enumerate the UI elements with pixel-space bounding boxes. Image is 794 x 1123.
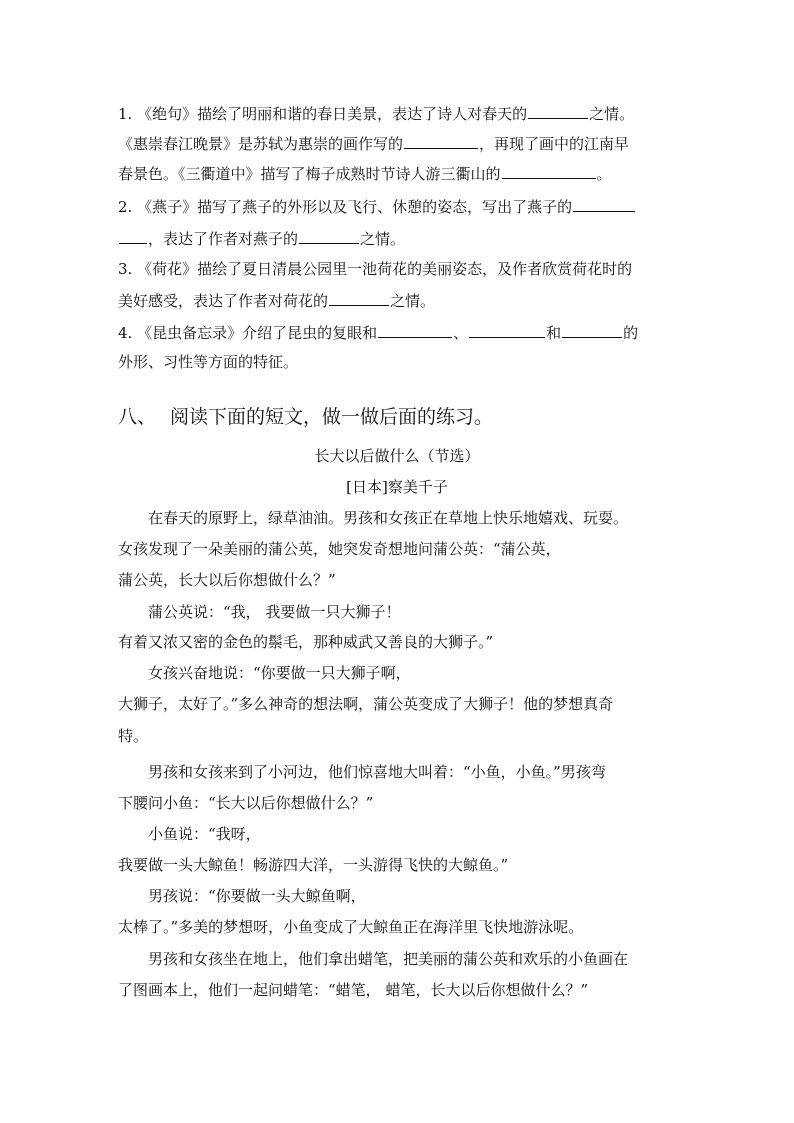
q7-text: 之情。 (589, 105, 635, 123)
article-paragraph-line: 蒲公英，长大以后你想做什么？” (118, 571, 336, 589)
q7-text: 1. 《绝句》描绘了明丽和谐的春日美景，表达了诗人对春天的 (118, 105, 528, 123)
article-paragraph-line: 大狮子，太好了。”多么神奇的想法啊，蒲公英变成了大狮子！他的梦想真奇 (118, 695, 614, 713)
answer-blank[interactable] (299, 228, 359, 244)
q7-text: 《惠崇春江晚景》是苏轼为惠崇的画作写的 (118, 135, 404, 153)
q7-item-1-line (118, 133, 678, 154)
answer-blank[interactable] (378, 322, 452, 338)
q7-text: 春景色。《三衢道中》描写了梅子成熟时节诗人游三衢山的 (118, 165, 501, 183)
q7-text: 2. 《燕子》描写了燕子的外形以及飞行、休憩的姿态，写出了燕子的 (118, 198, 573, 216)
article-paragraph-line: 女孩兴奋地说：“你要做一只大狮子啊， (148, 664, 411, 682)
q7-text: 之情。 (390, 292, 436, 310)
answer-blank[interactable] (528, 103, 588, 119)
article-author: [日本]察美千子 (346, 478, 448, 496)
q7-item-4-line (118, 352, 678, 372)
answer-blank[interactable] (404, 133, 478, 149)
q7-text: 的 (623, 324, 639, 342)
section-number: 八、 (118, 406, 157, 428)
answer-blank[interactable] (502, 163, 596, 179)
article-paragraph-line: 男孩和女孩来到了小河边，他们惊喜地大叫着：“小鱼，小鱼。”男孩弯 (148, 763, 606, 781)
q7-text: 、 (453, 324, 469, 342)
article-paragraph-line: 我要做一头大鲸鱼！畅游四大洋，一头游得飞快的大鲸鱼。” (118, 856, 509, 874)
article-paragraph-line: 在春天的原野上，绿草油油。男孩和女孩正在草地上快乐地嬉戏、玩耍。 (148, 509, 629, 527)
answer-blank[interactable] (119, 228, 147, 244)
section-heading (118, 404, 678, 430)
article-paragraph-line: 男孩说：“你要做一头大鲸鱼啊， (148, 887, 366, 905)
article-paragraph-line: 男孩和女孩坐在地上，他们拿出蜡笔，把美丽的蒲公英和欢乐的小鱼画在 (148, 950, 629, 968)
q7-item-3-line (118, 259, 678, 279)
article-paragraph-line: 特。 (118, 727, 149, 745)
article-paragraph-line: 女孩发现了一朵美丽的蒲公英，她突发奇想地问蒲公英：“蒲公英， (118, 540, 561, 558)
q7-item-3-line (118, 290, 678, 311)
answer-blank[interactable] (469, 322, 545, 338)
q7-item-2-line (118, 196, 678, 217)
section-instruction: 阅读下面的短文，做一做后面的练习。 (170, 406, 494, 428)
article-title: 长大以后做什么（节选） (314, 447, 480, 465)
answer-blank[interactable] (573, 196, 635, 212)
q7-item-1-line (118, 103, 678, 124)
article-paragraph-line: 有着又浓又密的金色的鬃毛，那种威武又善良的大狮子。” (118, 633, 494, 651)
q7-text: 。 (596, 165, 612, 183)
article-paragraph-line: 小鱼说：“我呀， (148, 825, 261, 843)
q7-text: 4. 《昆虫备忘录》介绍了昆虫的复眼和 (118, 324, 378, 342)
q7-text: 美好感受，表达了作者对荷花的 (118, 292, 329, 310)
answer-blank[interactable] (329, 290, 389, 306)
q7-text: ，表达了作者对燕子的 (148, 230, 299, 248)
answer-blank[interactable] (562, 322, 622, 338)
article-paragraph-line: 了图画本上，他们一起问蜡笔：“蜡笔， 蜡笔，长大以后你想做什么？” (118, 981, 589, 999)
q7-text: 3. 《荷花》描绘了夏日清晨公园里一池荷花的美丽姿态，及作者欣赏荷花时的 (118, 260, 633, 278)
q7-text: 之情。 (360, 230, 406, 248)
q7-text: 外形、习性等方面的特征。 (118, 353, 299, 371)
q7-item-2-line (118, 228, 678, 249)
q7-text: ，再现了画中的江南早 (479, 135, 630, 153)
article-paragraph-line: 太棒了。”多美的梦想呀，小鱼变成了大鲸鱼正在海洋里飞快地游泳呢。 (118, 918, 584, 936)
q7-item-1-line (118, 163, 678, 184)
q7-item-4-line (118, 322, 678, 343)
article-paragraph-line: 下腰问小鱼：“长大以后你想做什么？” (118, 794, 374, 812)
article-paragraph-line: 蒲公英说：“我， 我要做一只大狮子！ (148, 603, 401, 621)
q7-text: 和 (546, 324, 562, 342)
